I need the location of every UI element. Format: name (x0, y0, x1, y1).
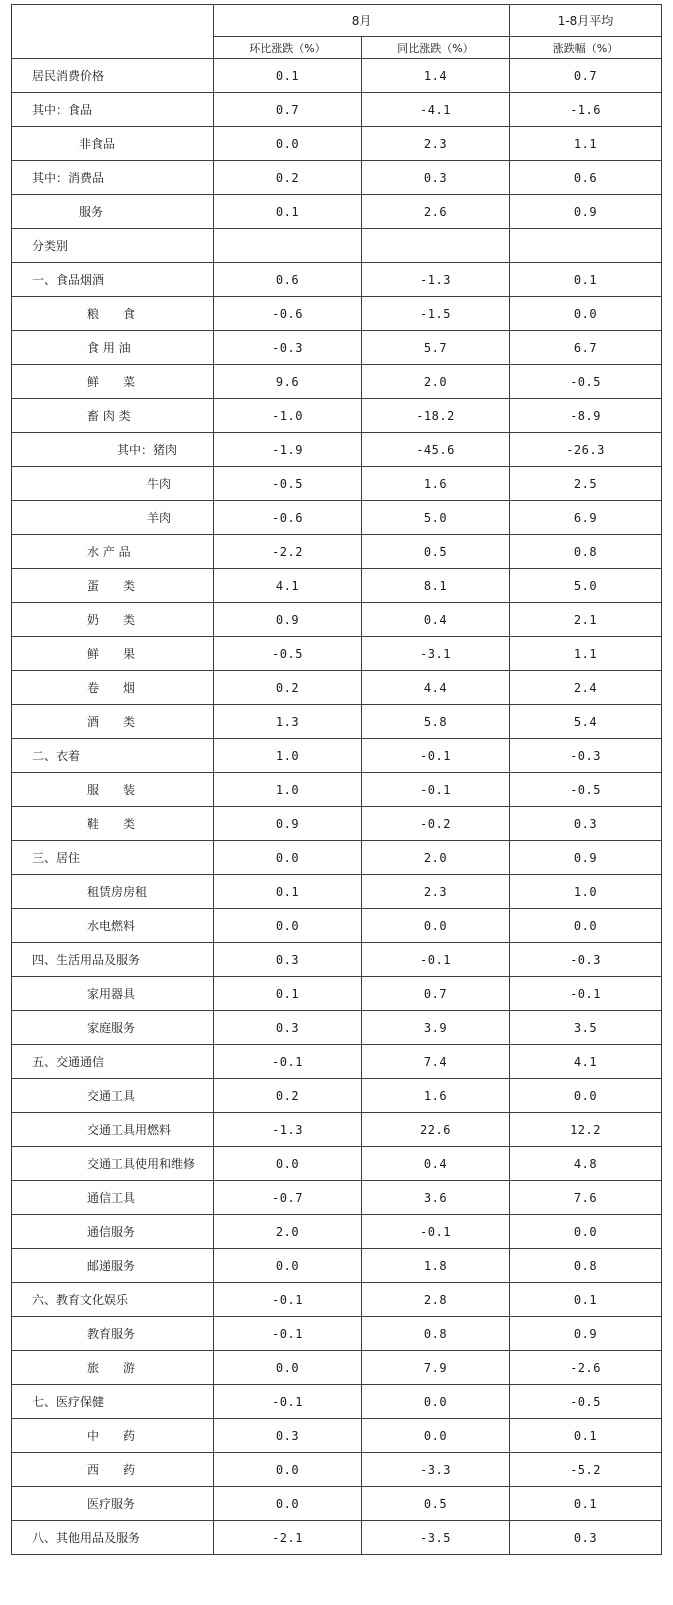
row-mom-value: -0.5 (214, 637, 362, 671)
row-category-name: 水 产 品 (12, 535, 214, 569)
row-yoy-value: 0.0 (362, 1385, 510, 1419)
row-avg-value: -0.5 (510, 773, 662, 807)
table-row (12, 1351, 662, 1385)
row-yoy-value: 22.6 (362, 1113, 510, 1147)
header-corner-cell (12, 5, 214, 59)
row-avg-value: 0.7 (510, 59, 662, 93)
row-category-name: 卷 烟 (12, 671, 214, 705)
row-yoy-value: -1.5 (362, 297, 510, 331)
row-avg-value: 0.1 (510, 1419, 662, 1453)
row-mom-value: -2.1 (214, 1521, 362, 1555)
row-mom-value: -0.6 (214, 297, 362, 331)
row-mom-value: 9.6 (214, 365, 362, 399)
row-yoy-value: -3.5 (362, 1521, 510, 1555)
row-mom-value: 0.3 (214, 1011, 362, 1045)
row-avg-value: 0.1 (510, 263, 662, 297)
table-row (12, 1079, 662, 1113)
row-mom-value: -0.3 (214, 331, 362, 365)
table-row (12, 93, 662, 127)
row-yoy-value: -0.1 (362, 1215, 510, 1249)
row-category-name: 八、其他用品及服务 (12, 1521, 214, 1555)
row-avg-value: 0.0 (510, 1215, 662, 1249)
row-avg-value: 12.2 (510, 1113, 662, 1147)
row-category-name: 家庭服务 (12, 1011, 214, 1045)
table-row (12, 1045, 662, 1079)
row-category-name: 奶 类 (12, 603, 214, 637)
row-avg-value: 2.4 (510, 671, 662, 705)
row-category-name: 粮 食 (12, 297, 214, 331)
header-average-group: 1-8月平均 (510, 5, 662, 37)
header-avg-change: 涨跌幅（%） (510, 37, 662, 59)
row-mom-value: -0.1 (214, 1317, 362, 1351)
row-avg-value: 1.1 (510, 637, 662, 671)
row-yoy-value: 0.3 (362, 161, 510, 195)
row-avg-value: 0.1 (510, 1487, 662, 1521)
row-yoy-value: 2.6 (362, 195, 510, 229)
row-avg-value: -1.6 (510, 93, 662, 127)
table-row (12, 1521, 662, 1555)
table-row (12, 1147, 662, 1181)
row-yoy-value: -4.1 (362, 93, 510, 127)
row-yoy-value: -3.1 (362, 637, 510, 671)
row-category-name: 中 药 (12, 1419, 214, 1453)
row-yoy-value: 0.4 (362, 603, 510, 637)
row-category-name: 家用器具 (12, 977, 214, 1011)
row-avg-value: 5.0 (510, 569, 662, 603)
table-row (12, 1317, 662, 1351)
row-category-name: 一、食品烟酒 (12, 263, 214, 297)
row-category-name: 鞋 类 (12, 807, 214, 841)
row-category-name: 羊肉 (12, 501, 214, 535)
row-avg-value: 0.3 (510, 1521, 662, 1555)
row-yoy-value: 8.1 (362, 569, 510, 603)
row-category-name: 通信工具 (12, 1181, 214, 1215)
table-row (12, 1419, 662, 1453)
row-yoy-value: 7.4 (362, 1045, 510, 1079)
row-avg-value: 0.1 (510, 1283, 662, 1317)
table-row (12, 705, 662, 739)
table-row (12, 807, 662, 841)
row-yoy-value: 0.5 (362, 535, 510, 569)
row-avg-value: 7.6 (510, 1181, 662, 1215)
row-avg-value: -0.3 (510, 739, 662, 773)
table-row (12, 161, 662, 195)
row-category-name: 鲜 果 (12, 637, 214, 671)
table-row (12, 841, 662, 875)
row-mom-value: 0.2 (214, 671, 362, 705)
row-avg-value: -0.5 (510, 365, 662, 399)
row-yoy-value: -45.6 (362, 433, 510, 467)
row-category-name: 居民消费价格 (12, 59, 214, 93)
row-yoy-value: 1.4 (362, 59, 510, 93)
row-category-name: 教育服务 (12, 1317, 214, 1351)
row-yoy-value: 1.8 (362, 1249, 510, 1283)
row-mom-value: -0.1 (214, 1283, 362, 1317)
row-yoy-value: 0.0 (362, 909, 510, 943)
row-category-name: 七、医疗保健 (12, 1385, 214, 1419)
row-yoy-value: 0.0 (362, 1419, 510, 1453)
row-yoy-value: -0.1 (362, 739, 510, 773)
row-mom-value: 0.0 (214, 841, 362, 875)
cpi-table-container (11, 4, 661, 1555)
row-yoy-value: 5.8 (362, 705, 510, 739)
row-mom-value: -1.3 (214, 1113, 362, 1147)
row-yoy-value: 0.5 (362, 1487, 510, 1521)
row-avg-value: 6.7 (510, 331, 662, 365)
table-row (12, 229, 662, 263)
row-category-name: 四、生活用品及服务 (12, 943, 214, 977)
row-mom-value: 0.2 (214, 161, 362, 195)
row-category-name: 三、居住 (12, 841, 214, 875)
table-row (12, 1215, 662, 1249)
row-yoy-value: 1.6 (362, 1079, 510, 1113)
table-row (12, 875, 662, 909)
row-yoy-value: 2.0 (362, 841, 510, 875)
table-row (12, 59, 662, 93)
table-row (12, 535, 662, 569)
row-mom-value: 0.9 (214, 603, 362, 637)
row-avg-value: 0.8 (510, 1249, 662, 1283)
row-yoy-value: 0.4 (362, 1147, 510, 1181)
row-avg-value: -0.1 (510, 977, 662, 1011)
row-mom-value: 0.0 (214, 909, 362, 943)
cpi-table (11, 4, 662, 1555)
row-yoy-value: 3.6 (362, 1181, 510, 1215)
table-row (12, 739, 662, 773)
row-mom-value: 0.2 (214, 1079, 362, 1113)
row-avg-value: 0.9 (510, 195, 662, 229)
row-yoy-value: 2.3 (362, 875, 510, 909)
row-avg-value: 4.1 (510, 1045, 662, 1079)
row-category-name: 牛肉 (12, 467, 214, 501)
row-mom-value: 1.0 (214, 739, 362, 773)
row-mom-value: 0.0 (214, 1487, 362, 1521)
table-row (12, 1249, 662, 1283)
row-category-name: 租赁房房租 (12, 875, 214, 909)
table-row (12, 399, 662, 433)
row-avg-value: -0.5 (510, 1385, 662, 1419)
table-row (12, 1453, 662, 1487)
row-yoy-value: 5.0 (362, 501, 510, 535)
row-avg-value: -26.3 (510, 433, 662, 467)
row-category-name: 酒 类 (12, 705, 214, 739)
row-mom-value: 0.7 (214, 93, 362, 127)
row-avg-value: 4.8 (510, 1147, 662, 1181)
table-row (12, 671, 662, 705)
row-avg-value: 2.5 (510, 467, 662, 501)
row-mom-value: 1.3 (214, 705, 362, 739)
table-row (12, 1487, 662, 1521)
row-mom-value: 0.1 (214, 59, 362, 93)
table-row (12, 263, 662, 297)
row-yoy-value: 2.8 (362, 1283, 510, 1317)
row-category-name: 西 药 (12, 1453, 214, 1487)
row-yoy-value: -0.2 (362, 807, 510, 841)
row-avg-value: 0.3 (510, 807, 662, 841)
row-category-name: 通信服务 (12, 1215, 214, 1249)
row-category-name: 蛋 类 (12, 569, 214, 603)
row-avg-value: -0.3 (510, 943, 662, 977)
row-mom-value: 0.1 (214, 195, 362, 229)
row-category-name: 其中：食品 (12, 93, 214, 127)
row-mom-value: 0.0 (214, 127, 362, 161)
row-yoy-value: 4.4 (362, 671, 510, 705)
header-mom-change: 环比涨跌（%） (214, 37, 362, 59)
row-category-name: 六、教育文化娱乐 (12, 1283, 214, 1317)
table-body (12, 59, 662, 1555)
table-row (12, 1181, 662, 1215)
row-mom-value: 0.0 (214, 1147, 362, 1181)
row-category-name: 畜 肉 类 (12, 399, 214, 433)
row-category-name: 医疗服务 (12, 1487, 214, 1521)
header-yoy-change: 同比涨跌（%） (362, 37, 510, 59)
row-category-name: 交通工具使用和维修 (12, 1147, 214, 1181)
table-row (12, 195, 662, 229)
row-category-name: 服务 (12, 195, 214, 229)
row-category-name: 其中：消费品 (12, 161, 214, 195)
row-category-name: 二、衣着 (12, 739, 214, 773)
row-yoy-value: -0.1 (362, 943, 510, 977)
row-mom-value: -0.5 (214, 467, 362, 501)
row-avg-value: 0.9 (510, 1317, 662, 1351)
row-category-name: 非食品 (12, 127, 214, 161)
row-mom-value: 0.1 (214, 875, 362, 909)
row-avg-value: -2.6 (510, 1351, 662, 1385)
table-row (12, 365, 662, 399)
row-category-name: 交通工具用燃料 (12, 1113, 214, 1147)
table-row (12, 1113, 662, 1147)
table-row (12, 501, 662, 535)
row-avg-value: 6.9 (510, 501, 662, 535)
table-row (12, 603, 662, 637)
table-row (12, 637, 662, 671)
row-mom-value: -0.1 (214, 1045, 362, 1079)
row-category-name: 五、交通通信 (12, 1045, 214, 1079)
row-avg-value: 0.8 (510, 535, 662, 569)
row-avg-value: -5.2 (510, 1453, 662, 1487)
table-row (12, 297, 662, 331)
row-mom-value: -0.1 (214, 1385, 362, 1419)
row-yoy-value: 0.7 (362, 977, 510, 1011)
row-mom-value: -0.6 (214, 501, 362, 535)
row-yoy-value: 3.9 (362, 1011, 510, 1045)
table-row (12, 127, 662, 161)
table-row (12, 569, 662, 603)
row-yoy-value: -0.1 (362, 773, 510, 807)
header-row-groups (12, 5, 662, 37)
table-row (12, 433, 662, 467)
row-mom-value: 2.0 (214, 1215, 362, 1249)
row-category-name: 服 装 (12, 773, 214, 807)
row-avg-value: 0.0 (510, 297, 662, 331)
row-category-name: 交通工具 (12, 1079, 214, 1113)
table-row (12, 467, 662, 501)
row-yoy-value (362, 229, 510, 263)
row-mom-value: 4.1 (214, 569, 362, 603)
row-mom-value: 0.9 (214, 807, 362, 841)
row-category-name: 旅 游 (12, 1351, 214, 1385)
table-row (12, 773, 662, 807)
row-yoy-value: 0.8 (362, 1317, 510, 1351)
row-category-name: 邮递服务 (12, 1249, 214, 1283)
row-mom-value: 0.6 (214, 263, 362, 297)
table-row (12, 1283, 662, 1317)
row-mom-value: -0.7 (214, 1181, 362, 1215)
row-avg-value: 0.0 (510, 1079, 662, 1113)
row-yoy-value: 5.7 (362, 331, 510, 365)
row-avg-value: 1.0 (510, 875, 662, 909)
row-category-name: 分类别 (12, 229, 214, 263)
table-row (12, 1385, 662, 1419)
row-mom-value: 1.0 (214, 773, 362, 807)
row-avg-value: 2.1 (510, 603, 662, 637)
row-mom-value: 0.0 (214, 1249, 362, 1283)
row-category-name: 食 用 油 (12, 331, 214, 365)
row-yoy-value: 1.6 (362, 467, 510, 501)
row-mom-value (214, 229, 362, 263)
row-mom-value: 0.3 (214, 1419, 362, 1453)
row-yoy-value: -3.3 (362, 1453, 510, 1487)
row-avg-value: 3.5 (510, 1011, 662, 1045)
row-mom-value: 0.0 (214, 1453, 362, 1487)
row-yoy-value: 2.0 (362, 365, 510, 399)
row-yoy-value: 7.9 (362, 1351, 510, 1385)
header-month-group: 8月 (214, 5, 510, 37)
table-row (12, 943, 662, 977)
row-yoy-value: -18.2 (362, 399, 510, 433)
row-avg-value: 0.6 (510, 161, 662, 195)
row-yoy-value: 2.3 (362, 127, 510, 161)
row-avg-value: 0.0 (510, 909, 662, 943)
row-category-name: 其中：猪肉 (12, 433, 214, 467)
row-mom-value: -1.9 (214, 433, 362, 467)
table-row (12, 1011, 662, 1045)
row-avg-value: 5.4 (510, 705, 662, 739)
row-avg-value: 1.1 (510, 127, 662, 161)
table-row (12, 977, 662, 1011)
table-row (12, 909, 662, 943)
row-avg-value (510, 229, 662, 263)
row-mom-value: 0.1 (214, 977, 362, 1011)
row-mom-value: 0.3 (214, 943, 362, 977)
table-header (12, 5, 662, 59)
row-category-name: 鲜 菜 (12, 365, 214, 399)
row-yoy-value: -1.3 (362, 263, 510, 297)
table-row (12, 331, 662, 365)
row-mom-value: 0.0 (214, 1351, 362, 1385)
row-avg-value: -8.9 (510, 399, 662, 433)
row-category-name: 水电燃料 (12, 909, 214, 943)
row-avg-value: 0.9 (510, 841, 662, 875)
row-mom-value: -2.2 (214, 535, 362, 569)
row-mom-value: -1.0 (214, 399, 362, 433)
